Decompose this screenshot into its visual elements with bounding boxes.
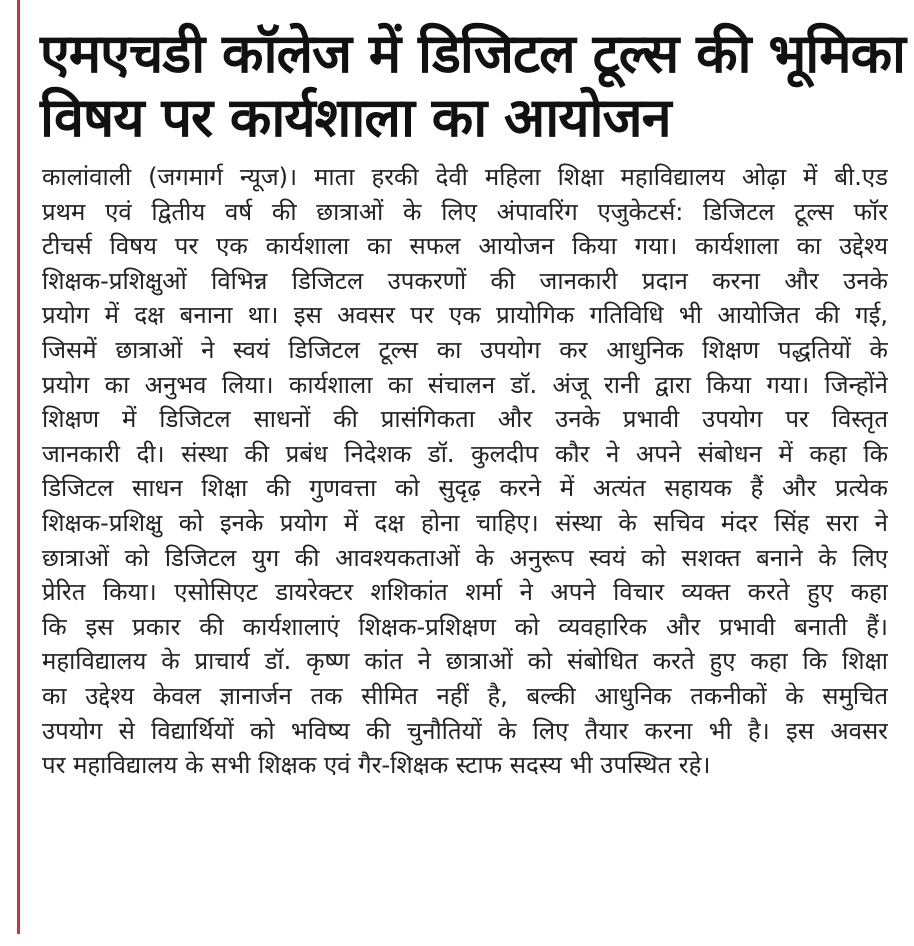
article-line: शिक्षण में डिजिटल साधनों की प्रासंगिकता और उनके प्रभावी उपयोग पर विस्तृत	[42, 405, 888, 434]
headline	[40, 22, 906, 150]
headline-line-2: विषय पर कार्यशाला का आयोजन	[40, 86, 671, 149]
article-line: महाविद्यालय के प्राचार्य डॉ. कृष्ण कांत ने छात्राओं को संबोधित करते हुए कहा कि शिक्षा	[42, 647, 888, 676]
article-line: शिक्षक-प्रशिक्षु को इनके प्रयोग में दक्ष होना चाहिए। संस्था के सचिव मंदर सिंह सरा ने	[42, 508, 888, 537]
article-line: टीचर्स विषय पर एक कार्यशाला का सफल आयोजन किया गया। कार्यशाला का उद्देश्य	[42, 232, 888, 261]
article-line: पर महाविद्यालय के सभी शिक्षक एवं गैर-शिक्षक स्टाफ सदस्य भी उपस्थित रहे।	[42, 751, 711, 780]
article-line: प्रयोग में दक्ष बनाना था। इस अवसर पर एक प्रायोगिक गतिविधि भी आयोजित की गई,	[42, 301, 888, 330]
next-headline-cropped	[40, 916, 890, 946]
article-line: शिक्षक-प्रशिक्षुओं विभिन्न डिजिटल उपकरणों की जानकारी प्रदान करना और उनके	[42, 266, 888, 295]
article-line: जानकारी दी। संस्था की प्रबंध निदेशक डॉ. कुलदीप कौर ने अपने संबोधन में कहा कि	[42, 439, 888, 468]
article-body	[42, 160, 888, 783]
article-line: उपयोग से विद्यार्थियों को भविष्य की चुनौतियों के लिए तैयार करना भी है। इस अवसर	[42, 716, 888, 745]
article-line: डिजिटल साधन शिक्षा की गुणवत्ता को सुदृढ़ करने में अत्यंत सहायक हैं और प्रत्येक	[42, 474, 888, 503]
article-line: प्रथम एवं द्वितीय वर्ष की छात्राओं के लिए अंपावरिंग एजुकेटर्स: डिजिटल टूल्स फॉर	[42, 197, 888, 226]
article-line: कालांवाली (जगमार्ग न्यूज)। माता हरकी देवी महिला शिक्षा महाविद्यालय ओढ़ा में बी.एड	[42, 163, 888, 191]
article-line: छात्राओं को डिजिटल युग की आवश्यकताओं के अनुरूप स्वयं को सशक्त बनाने के लिए	[42, 543, 888, 572]
article-line: प्रयोग का अनुभव लिया। कार्यशाला का संचालन डॉ. अंजू रानी द्वारा किया गया। जिन्होंने	[42, 370, 888, 399]
article-line: का उद्देश्य केवल ज्ञानार्जन तक सीमित नहीं है, बल्की आधुनिक तकनीकों के समुचित	[42, 681, 888, 710]
article-line: जिसमें छात्राओं ने स्वयं डिजिटल टूल्स का उपयोग कर आधुनिक शिक्षण पद्धतियों के	[42, 335, 888, 364]
article-line: कि इस प्रकार की कार्यशालाएं शिक्षक-प्रशिक्षण को व्यवहारिक और प्रभावी बनाती हैं।	[42, 612, 888, 641]
column-rule	[17, 0, 20, 934]
article-line: प्रेरित किया। एसोसिएट डायरेक्टर शशिकांत शर्मा ने अपने विचार व्यक्त करते हुए कहा	[42, 578, 888, 607]
headline-line-1: एमएचडी कॉलेज में डिजिटल टूल्स की भूमिका	[40, 22, 906, 85]
